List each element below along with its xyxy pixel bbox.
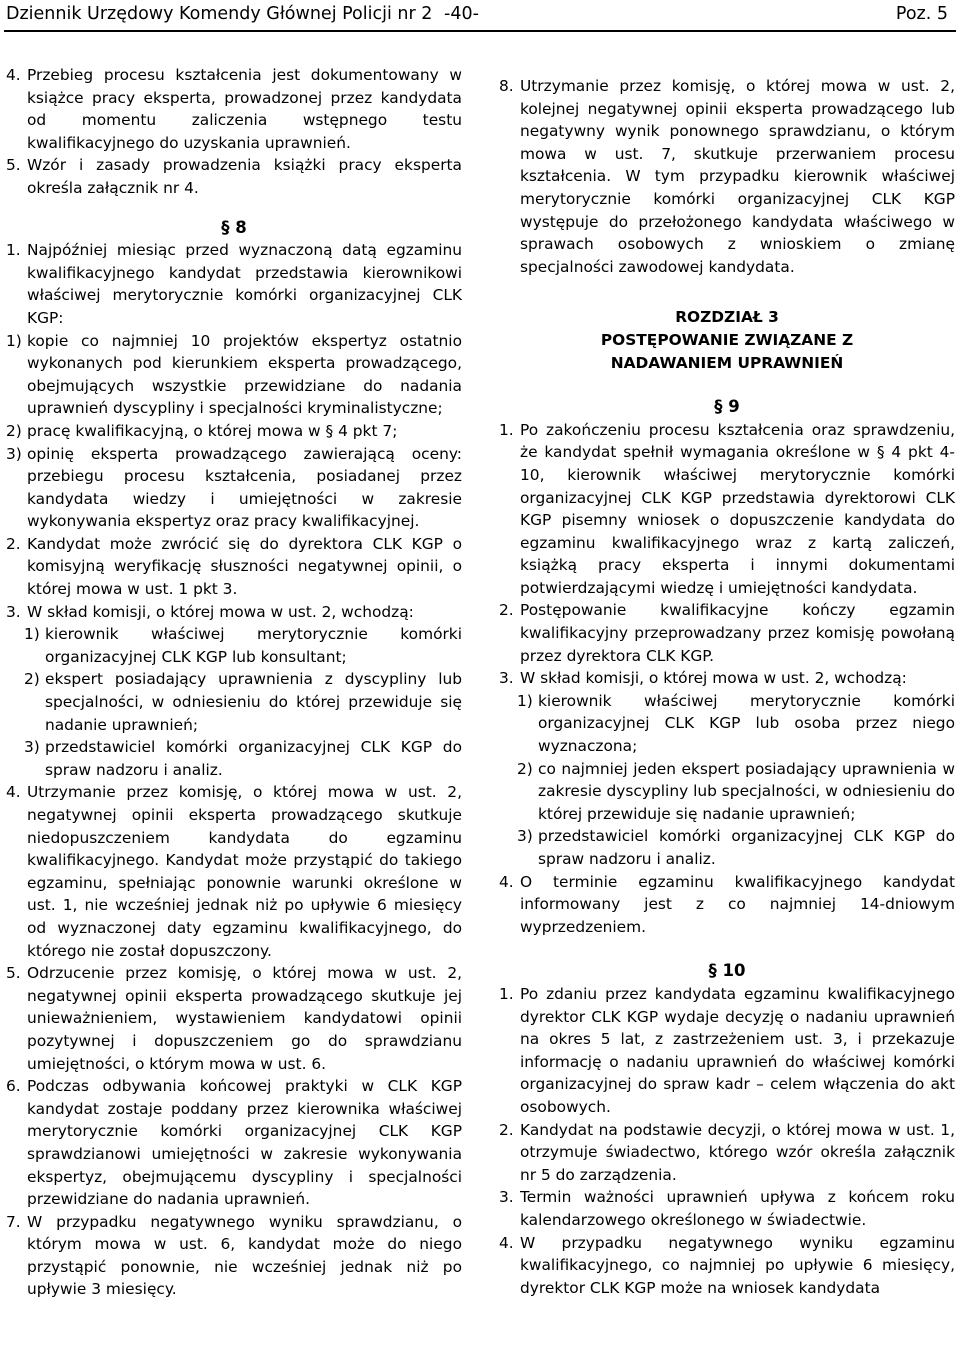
section-8-item-6: 6. Podczas odbywania końcowej praktyki w CLK KGP kandydat zostaje poddany przez kierownika właściwej merytorycznie komórki organizacyjnej CLK KGP sprawdzianowi umiejętności w zakresie wykonywania ekspertyz, obejmującemu dyscypliny i specjalności przewidziane do nadania uprawnień. xyxy=(6,1077,462,1209)
section-9-item-3-point-3: 3) przedstawiciel komórki organizacyjnej CLK KGP do spraw nadzoru i analiz. xyxy=(517,827,955,868)
section-9-item-3-point-2: 2) co najmniej jeden ekspert posiadający uprawnienia w zakresie dyscypliny lub specjalności, w odniesieniu do której przewiduje się nadanie uprawnień; xyxy=(517,759,955,823)
section-10-item-2: 2. Kandydat na podstawie decyzji, o której mowa w ust. 1, otrzymuje świadectwo, którego wzór określa załącznik nr 5 do zarządzenia. xyxy=(499,1120,955,1184)
section-8-item-1-point-1: 1) kopie co najmniej 10 projektów ekspertyz ostatnio wykonanych pod kierunkiem eksperta prowadzącego, obejmujących wszystkie przewidziane do nadania uprawnień dyscypliny i specjalności kryminalistyczne; xyxy=(6,331,462,418)
section-9-item-3: 3. W skład komisji, o której mowa w ust. 2, wchodzą: xyxy=(499,669,907,688)
section-9-item-3-point-1: 1) kierownik właściwej merytorycznie komórki organizacyjnej CLK KGP lub osoba przez niego wyznaczona; xyxy=(517,691,955,756)
section-8-item-3-point-3: 3) przedstawiciel komórki organizacyjnej CLK KGP do spraw nadzoru i analiz. xyxy=(24,738,462,779)
section-9-item-4: 4. O terminie egzaminu kwalifikacyjnego kandydat informowany jest z co najmniej 14-dniowym wyprzedzeniem. xyxy=(499,872,955,936)
paragraph-5: 5. Wzór i zasady prowadzenia książki pracy eksperta określa załącznik nr 4. xyxy=(6,156,462,197)
section-heading-9: § 9 xyxy=(714,397,740,417)
section-8-item-8: 8. Utrzymanie przez komisję, o której mowa w ust. 2, kolejnej negatywnej opinii eksperta prowadzącego lub negatywny wynik ponownego sprawdzianu, o którym mowa w ust. 7, skutkuje przerwaniem procesu kształcenia. W tym przypadku kierownik właściwej merytorycznie komórki organizacyjnej CLK KGP występuje do przełożonego kandydata właściwego w sprawach osobowych z wnioskiem o zmianę specjalności zawodowej kandydata. xyxy=(499,77,955,276)
section-8-item-1: 1. Najpóźniej miesiąc przed wyznaczoną datą egzaminu kwalifikacyjnego kandydat przedstawia kierownikowi właściwej merytorycznie komórki organizacyjnej CLK KGP: xyxy=(6,241,462,327)
page-header xyxy=(6,2,954,28)
chapter-number: ROZDZIAŁ 3 xyxy=(675,308,779,327)
section-8-item-3-point-2: 2) ekspert posiadający uprawnienia z dyscypliny lub specjalności, w odniesieniu do której przewiduje się nadanie uprawnień; xyxy=(24,670,462,734)
section-8-item-2: 2. Kandydat może zwrócić się do dyrektora CLK KGP o komisyjną weryfikację słuszności negatywnej opinii, o której mowa w ust. 1 pkt 3. xyxy=(6,534,462,599)
page-number: -40- xyxy=(444,4,479,24)
section-8-item-4: 4. Utrzymanie przez komisję, o której mowa w ust. 2, negatywnej opinii eksperta prowadzącego skutkuje niedopuszczeniem kandydata do egzaminu kwalifikacyjnego. Kandydat może przystąpić do takiego egzaminu, spełniając ponownie warunki określone w ust. 1, nie wcześniej jednak niż po upływie 6 miesięcy od wyznaczonej daty egzaminu kwalifikacyjnego, do którego nie został dopuszczony. xyxy=(6,783,462,960)
section-heading-10: § 10 xyxy=(708,961,746,981)
section-8-item-1-point-2: 2) pracę kwalifikacyjną, o której mowa w § 4 pkt 7; xyxy=(6,421,398,440)
item-position: Poz. 5 xyxy=(895,4,948,24)
section-heading-8: § 8 xyxy=(221,217,247,237)
section-8-item-7: 7. W przypadku negatywnego wyniku sprawdzianu, o którym mowa w ust. 6, kandydat może do niego przystąpić ponownie, nie wcześniej jednak niż po upływie 3 miesięcy. xyxy=(6,1212,462,1299)
section-8-item-3-point-1: 1) kierownik właściwej merytorycznie komórki organizacyjnej CLK KGP lub konsultant; xyxy=(24,625,462,666)
chapter-heading xyxy=(499,306,955,374)
paragraph-4: 4. Przebieg procesu kształcenia jest dokumentowany w książce pracy eksperta, prowadzonej przez kandydata od momentu zaliczenia wstępnego testu kwalifikacyjnego do uzyskania uprawnień. xyxy=(6,66,462,152)
left-column xyxy=(6,64,462,1301)
right-column xyxy=(499,75,955,1299)
section-8-item-1-point-3: 3) opinię eksperta prowadzącego zawierającą oceny: przebiegu procesu kształcenia, posiadanej przez kandydata wiedzy i umiejętności w zakresie wykonywania ekspertyz oraz pracy kwalifikacyjnej. xyxy=(6,444,462,531)
header-rule xyxy=(4,30,956,32)
journal-title: Dziennik Urzędowy Komendy Głównej Policji nr 2 xyxy=(6,4,433,24)
section-10-item-3: 3. Termin ważności uprawnień upływa z końcem roku kalendarzowego określonego w świadectwie. xyxy=(499,1188,955,1229)
section-9-item-2: 2. Postępowanie kwalifikacyjne kończy egzamin kwalifikacyjny przeprowadzany przez komisję powołaną przez dyrektora CLK KGP. xyxy=(499,601,955,665)
chapter-title: POSTĘPOWANIE ZWIĄZANE Z NADAWANIEM UPRAWNIEŃ xyxy=(600,330,854,372)
section-9-item-1: 1. Po zakończeniu procesu kształcenia oraz sprawdzeniu, że kandydat spełnił wymagania określone w § 4 pkt 4-10, kierownik właściwej merytorycznie komórki organizacyjnej CLK KGP przedstawia dyrektorowi CLK KGP pisemny wniosek o dopuszczenie kandydata do egzaminu kwalifikacyjnego wraz z kartą zaliczeń, książką pracy eksperta i innymi dokumentami potwierdzającymi wiedzę i umiejętności kandydata. xyxy=(499,420,955,597)
section-8-item-3: 3. W skład komisji, o której mowa w ust. 2, wchodzą: xyxy=(6,602,414,621)
section-10-item-1: 1. Po zdaniu przez kandydata egzaminu kwalifikacyjnego dyrektor CLK KGP wydaje decyzję o nadaniu uprawnień na okres 5 lat, z zastrzeżeniem ust. 3, i przekazuje informację o nadaniu uprawnień do właściwej komórki organizacyjnej do spraw kadr – celem włączenia do akt osobowych. xyxy=(499,984,955,1116)
section-10-item-4: 4. W przypadku negatywnego wyniku egzaminu kwalifikacyjnego, co najmniej po upływie 6 miesięcy, dyrektor CLK KGP może na wniosek kandydata xyxy=(499,1233,955,1297)
section-8-item-5: 5. Odrzucenie przez komisję, o której mowa w ust. 2, negatywnej opinii eksperta prowadzącego skutkuje jej unieważnieniem, wystawieniem kandydatowi opinii pozytywnej i dopuszczeniem go do sprawdzianu umiejętności, o którym mowa w ust. 6. xyxy=(6,964,462,1073)
